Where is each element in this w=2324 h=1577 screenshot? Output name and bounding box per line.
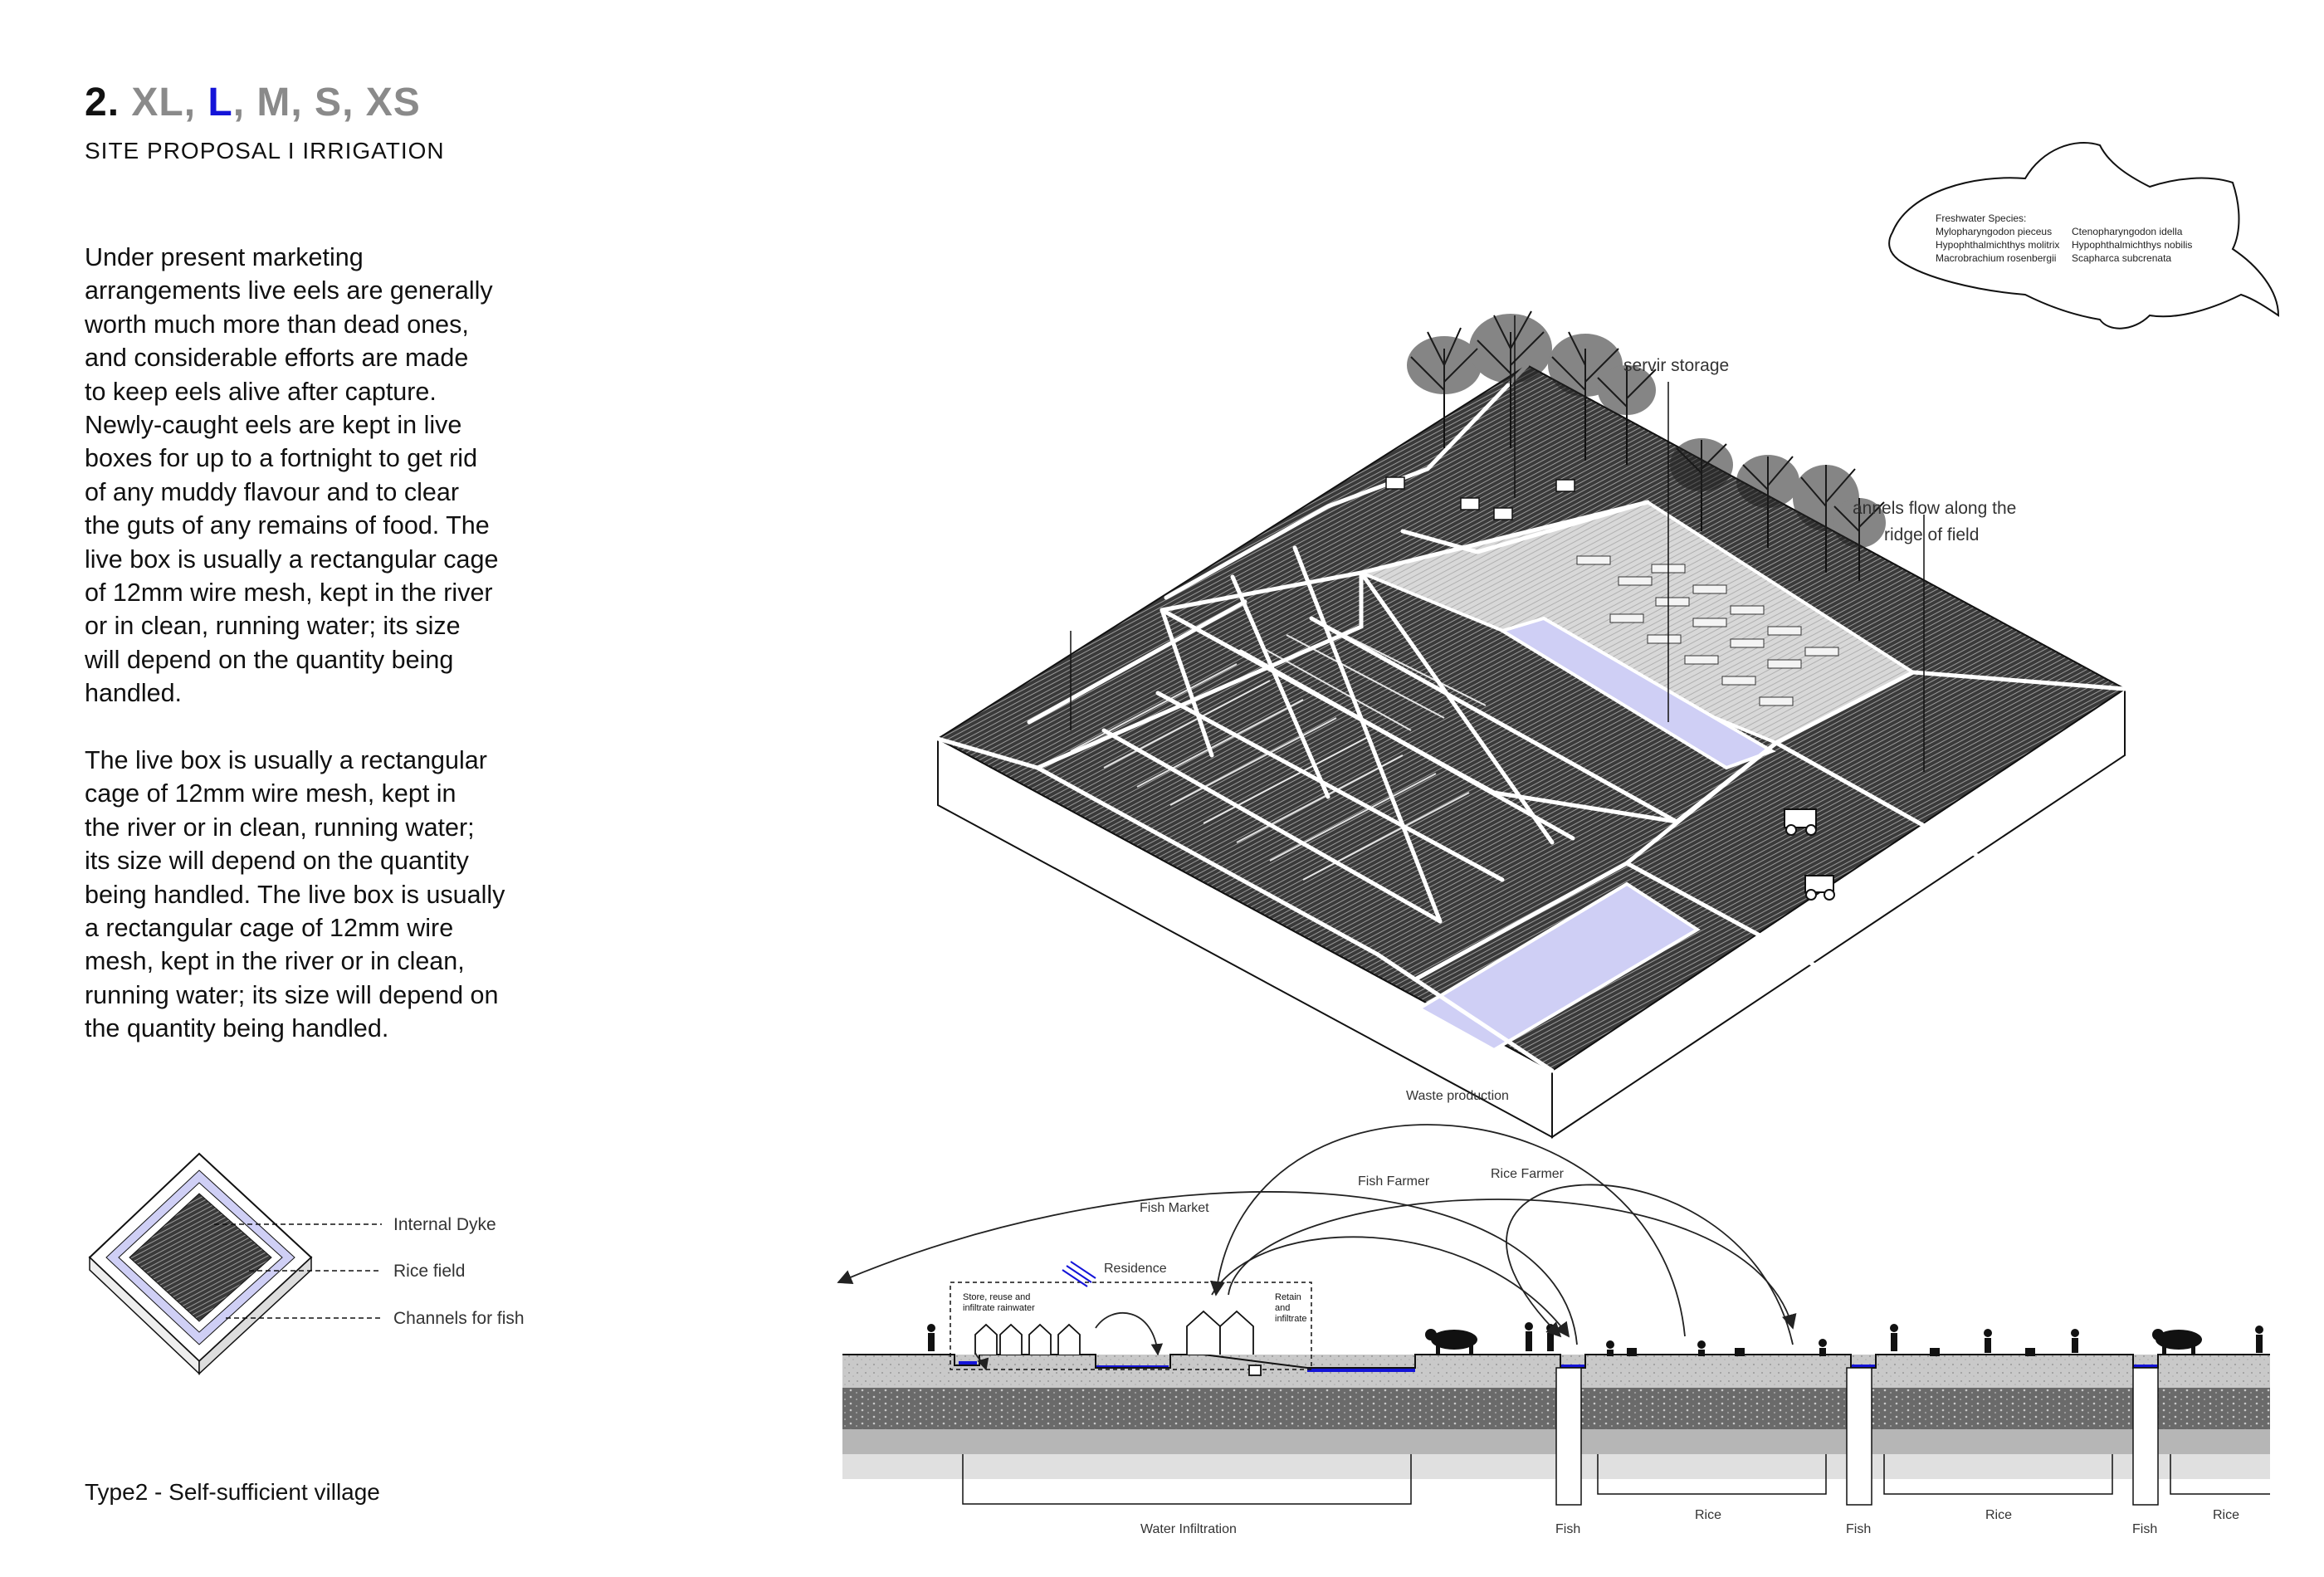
- legend-channels-for-fish: Channels for fish: [393, 1309, 525, 1328]
- type-caption: Type2 - Self-sufficient village: [85, 1479, 380, 1505]
- note-line: infiltrate: [1275, 1314, 1307, 1324]
- legend-diagram: [90, 1154, 525, 1374]
- label-fish-farmer: Fish Farmer: [1358, 1174, 1430, 1189]
- species-6: Scapharca subcrenata: [2072, 252, 2172, 264]
- label-rice-2: Rice: [1985, 1508, 2013, 1522]
- label-rice-farmer: Rice Farmer: [1491, 1167, 1565, 1181]
- label-fish-1: Fish: [1555, 1522, 1581, 1536]
- label-storage: servir storage: [1623, 356, 1730, 375]
- species-heading: Freshwater Species:: [1936, 212, 2027, 224]
- page-title: 2. XL, L, M, S, XS: [85, 81, 421, 124]
- page-subtitle: SITE PROPOSAL I IRRIGATION: [85, 138, 445, 164]
- species-2: Hypophthalmichthys molitrix: [1936, 239, 2060, 251]
- label-residence: Residence: [1104, 1262, 1167, 1276]
- legend-internal-dyke: Internal Dyke: [393, 1215, 496, 1234]
- section-number: 2.: [85, 81, 120, 124]
- axonometric-site-model: [938, 311, 2125, 1137]
- body-paragraph-2: The live box is usually a rectangular cage of 12mm wire mesh, kept in the river or in clean, running water; its size will depend on the quantity being handled. The live box is usually a rectangular cage of 12mm wire mesh, kept in the river or in clean, running water; its size will depend on the quantity being handled.: [85, 746, 505, 1043]
- scale-xl: XL: [131, 81, 184, 124]
- species-3: Macrobrachium rosenbergii: [1936, 252, 2057, 264]
- label-fish-2: Fish: [1846, 1522, 1872, 1536]
- label-channels-2: ridge of field: [1884, 525, 1980, 544]
- note-line: infiltrate rainwater: [963, 1303, 1035, 1313]
- legend-rice-field: Rice field: [393, 1262, 466, 1281]
- label-water-infiltration: Water Infiltration: [1140, 1522, 1237, 1536]
- label-rice-3: Rice: [2213, 1508, 2240, 1522]
- label-fish-market: Fish Market: [1140, 1201, 1209, 1215]
- label-waste-production: Waste production: [1406, 1089, 1509, 1103]
- scale-m: M: [256, 81, 291, 124]
- body-paragraph-1: Under present marketing arrangements live eels are generally worth much more than dead ones, and considerable efforts are made to keep eels alive after capture. Newly-caught eels are kept in live boxes for up to a fortnight to get rid of any muddy flavour and to clear the guts of any remains of food. The live box is usually a rectangular cage of 12mm wire mesh, kept in the river or in clean, running water; its size will depend on the quantity being handled.: [85, 243, 499, 708]
- species-1: Mylopharyngodon pieceus: [1936, 226, 2053, 237]
- scale-xs: XS: [365, 81, 421, 124]
- label-retain-note: Retain and infiltrate: [1275, 1292, 1307, 1324]
- label-fish-3: Fish: [2132, 1522, 2158, 1536]
- label-rice-1: Rice: [1695, 1508, 1722, 1522]
- section-diagram: [838, 1089, 2270, 1536]
- species-4: Ctenopharyngodon idella: [2072, 226, 2183, 237]
- note-line: and: [1275, 1303, 1291, 1313]
- label-store-note: Store, reuse and infiltrate rainwater: [963, 1292, 1035, 1313]
- figures: [927, 1322, 2263, 1356]
- scale-l-active: L: [208, 81, 233, 124]
- label-channels-1: annels flow along the: [1853, 499, 2017, 518]
- species-5: Hypophthalmichthys nobilis: [2072, 239, 2193, 251]
- scale-s: S: [315, 81, 343, 124]
- species-fish-outline: [1889, 143, 2278, 329]
